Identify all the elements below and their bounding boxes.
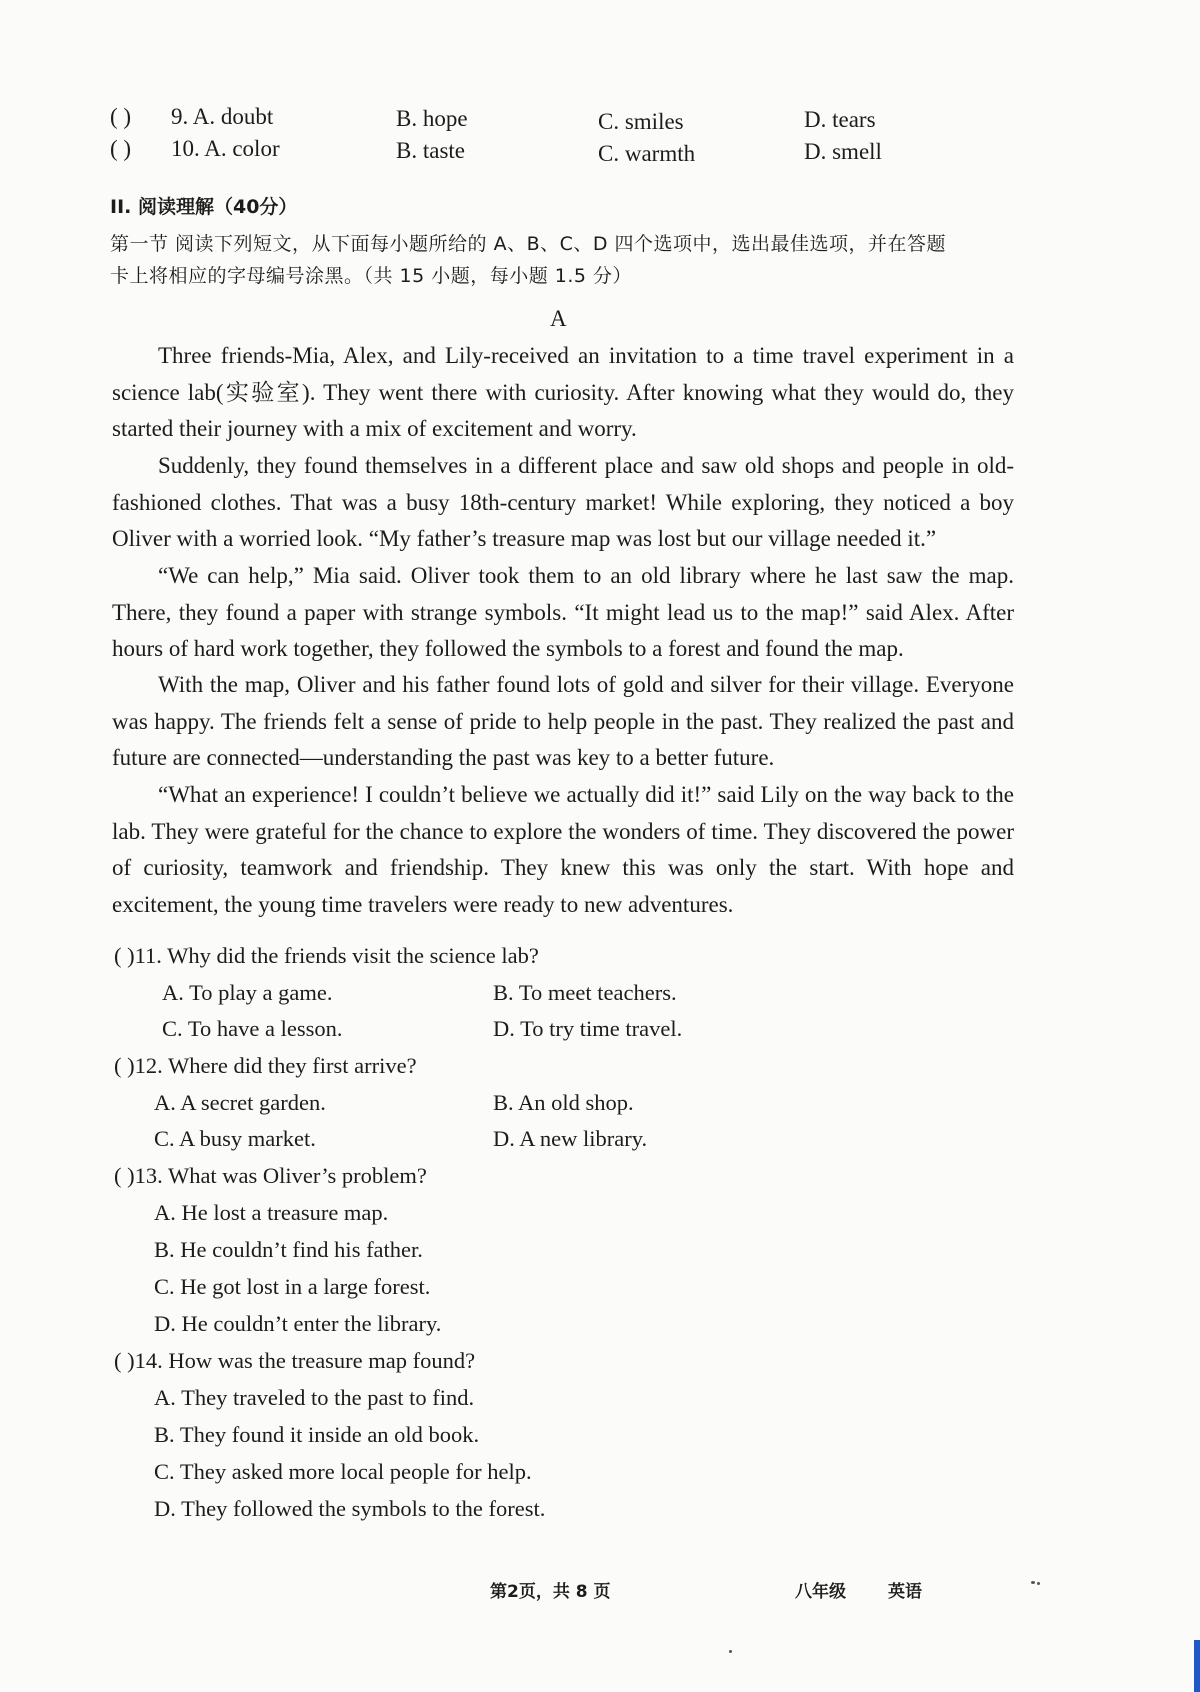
section-instruction-line-2: 卡上将相应的字母编号涂黑。（共 15 小题，每小题 1.5 分） xyxy=(110,265,633,287)
option-d: D. He couldn’t enter the library. xyxy=(154,1311,442,1336)
grade-label: 八年级 xyxy=(795,1582,846,1602)
scan-mark xyxy=(1031,1581,1035,1584)
scan-mark xyxy=(1037,1582,1040,1585)
option-a: A. He lost a treasure map. xyxy=(154,1200,389,1225)
option-c: C. They asked more local people for help. xyxy=(154,1459,532,1484)
question-stem: ( )14. How was the treasure map found? xyxy=(114,1348,476,1373)
passage-paragraph-5: “What an experience! I couldn’t believe we actually did it!” said Lily on the way back to the lab. They were grateful for the chance to explore the wonders of time. They discovered the power of curiosity, teamwork and friendship. They knew this was only the start. With hope and excitement, the young time travelers were ready to new adventures. xyxy=(112,782,1014,917)
section-title: II. 阅读理解（40分） xyxy=(110,196,298,218)
answer-paren: ( ) xyxy=(110,104,132,129)
question-stem: ( )11. Why did the friends visit the science lab? xyxy=(114,943,539,968)
option-b: B. taste xyxy=(396,138,465,163)
option-c: C. To have a lesson. xyxy=(162,1016,343,1041)
question-number-option-a: 10. A. color xyxy=(171,136,280,161)
option-d: D. tears xyxy=(804,107,876,132)
option-d: D. A new library. xyxy=(493,1126,648,1151)
option-b: B. To meet teachers. xyxy=(493,980,677,1005)
option-a: A. They traveled to the past to find. xyxy=(154,1385,475,1410)
passage-paragraph-1: Three friends-Mia, Alex, and Lily-received an invitation to a time travel experiment in a science lab(实验室). They went there with curiosity. After knowing what they would do, they started their journey with a mix of excitement and worry. xyxy=(112,343,1014,441)
page-number: 第2页，共 8 页 xyxy=(490,1582,611,1602)
option-d: D. To try time travel. xyxy=(493,1016,683,1041)
subject-label: 英语 xyxy=(888,1582,922,1602)
option-d: D. They followed the symbols to the forest. xyxy=(154,1496,546,1521)
section-instruction-line-1: 第一节 阅读下列短文，从下面每小题所给的 A、B、C、D 四个选项中，选出最佳选项，并在答题 xyxy=(110,233,947,255)
answer-paren: ( ) xyxy=(110,136,132,161)
option-c: C. warmth xyxy=(598,141,696,166)
question-number-option-a: 9. A. doubt xyxy=(171,104,274,129)
option-c: C. smiles xyxy=(598,109,684,134)
option-c: C. He got lost in a large forest. xyxy=(154,1274,431,1299)
option-d: D. smell xyxy=(804,139,882,164)
passage-paragraph-3: “We can help,” Mia said. Oliver took them to an old library where he last saw the map. There, they found a paper with strange symbols. “It might lead us to the map!” said Alex. After hours of hard work together, they followed the symbols to a forest and found the map. xyxy=(112,563,1014,661)
option-c: C. A busy market. xyxy=(154,1126,316,1151)
question-stem: ( )13. What was Oliver’s problem? xyxy=(114,1163,427,1188)
passage-title: A xyxy=(550,306,567,331)
passage-paragraph-4: With the map, Oliver and his father found lots of gold and silver for their village. Everyone was happy. The friends felt a sense of pride to help people in the past. They realized the past and future are connected—understanding the past was key to a better future. xyxy=(112,672,1014,770)
scan-mark xyxy=(729,1650,732,1653)
option-b: B. An old shop. xyxy=(493,1090,634,1115)
scan-edge-bar xyxy=(1194,1640,1200,1692)
passage-paragraph-2: Suddenly, they found themselves in a different place and saw old shops and people in old-fashioned clothes. That was a busy 18th-century market! While exploring, they noticed a boy Oliver with a worried look. “My father’s treasure map was lost but our village needed it.” xyxy=(112,453,1014,551)
option-b: B. He couldn’t find his father. xyxy=(154,1237,423,1262)
option-b: B. They found it inside an old book. xyxy=(154,1422,480,1447)
option-b: B. hope xyxy=(396,106,468,131)
option-a: A. A secret garden. xyxy=(154,1090,326,1115)
question-stem: ( )12. Where did they first arrive? xyxy=(114,1053,417,1078)
option-a: A. To play a game. xyxy=(162,980,333,1005)
